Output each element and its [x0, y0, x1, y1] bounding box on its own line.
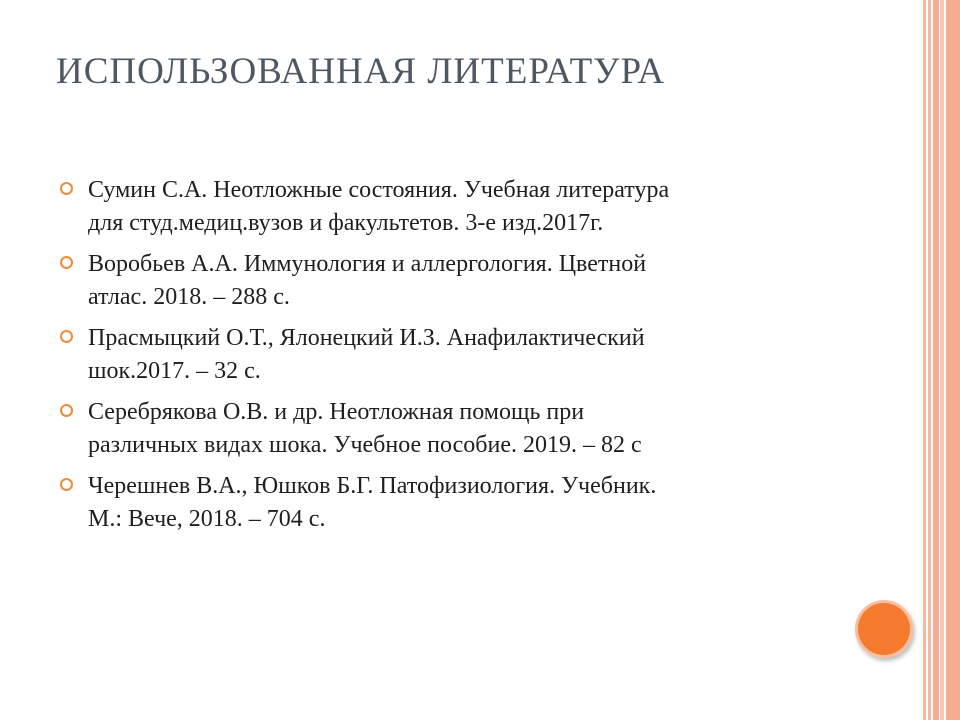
bullet-circle-icon	[60, 182, 73, 195]
reference-line-1: Воробьев А.А. Иммунология и аллергология. Цветной	[88, 251, 647, 277]
reference-line-1: Серебрякова О.В. и др. Неотложная помощь при	[88, 399, 585, 425]
reference-line-2: различных видах шока. Учебное пособие. 2019. – 82 с	[88, 432, 642, 458]
reference-item	[88, 470, 828, 536]
reference-item	[88, 322, 828, 388]
reference-line-2: атлас. 2018. – 288 с.	[88, 284, 290, 310]
reference-line-1: Черешнев В.А., Юшков Б.Г. Патофизиология. Учебник.	[88, 473, 657, 499]
stripe-3	[933, 0, 939, 720]
reference-item	[88, 174, 828, 240]
bullet-circle-icon	[60, 330, 73, 343]
references-list	[88, 174, 828, 544]
stripe-4	[940, 0, 944, 720]
reference-line-2: шок.2017. – 32 с.	[88, 358, 261, 384]
stripe-5	[946, 0, 960, 720]
reference-line-2: М.: Вече, 2018. – 704 с.	[88, 506, 326, 532]
slide-title: ИСПОЛЬЗОВАННАЯ ЛИТЕРАТУРА	[56, 51, 666, 92]
reference-line-1: Прасмыцкий О.Т., Ялонецкий И.З. Анафилактический	[88, 325, 645, 351]
bullet-circle-icon	[60, 256, 73, 269]
stripe-2	[928, 0, 931, 720]
decorative-stripes	[923, 0, 960, 720]
bullet-circle-icon	[60, 404, 73, 417]
stripe-1	[923, 0, 926, 720]
decorative-orange-circle-icon	[855, 600, 913, 658]
reference-line-2: для студ.медиц.вузов и факультетов. 3-е изд.2017г.	[88, 210, 604, 236]
reference-item	[88, 248, 828, 314]
bullet-circle-icon	[60, 478, 73, 491]
reference-item	[88, 396, 828, 462]
reference-line-1: Сумин С.А. Неотложные состояния. Учебная литература	[88, 177, 670, 203]
